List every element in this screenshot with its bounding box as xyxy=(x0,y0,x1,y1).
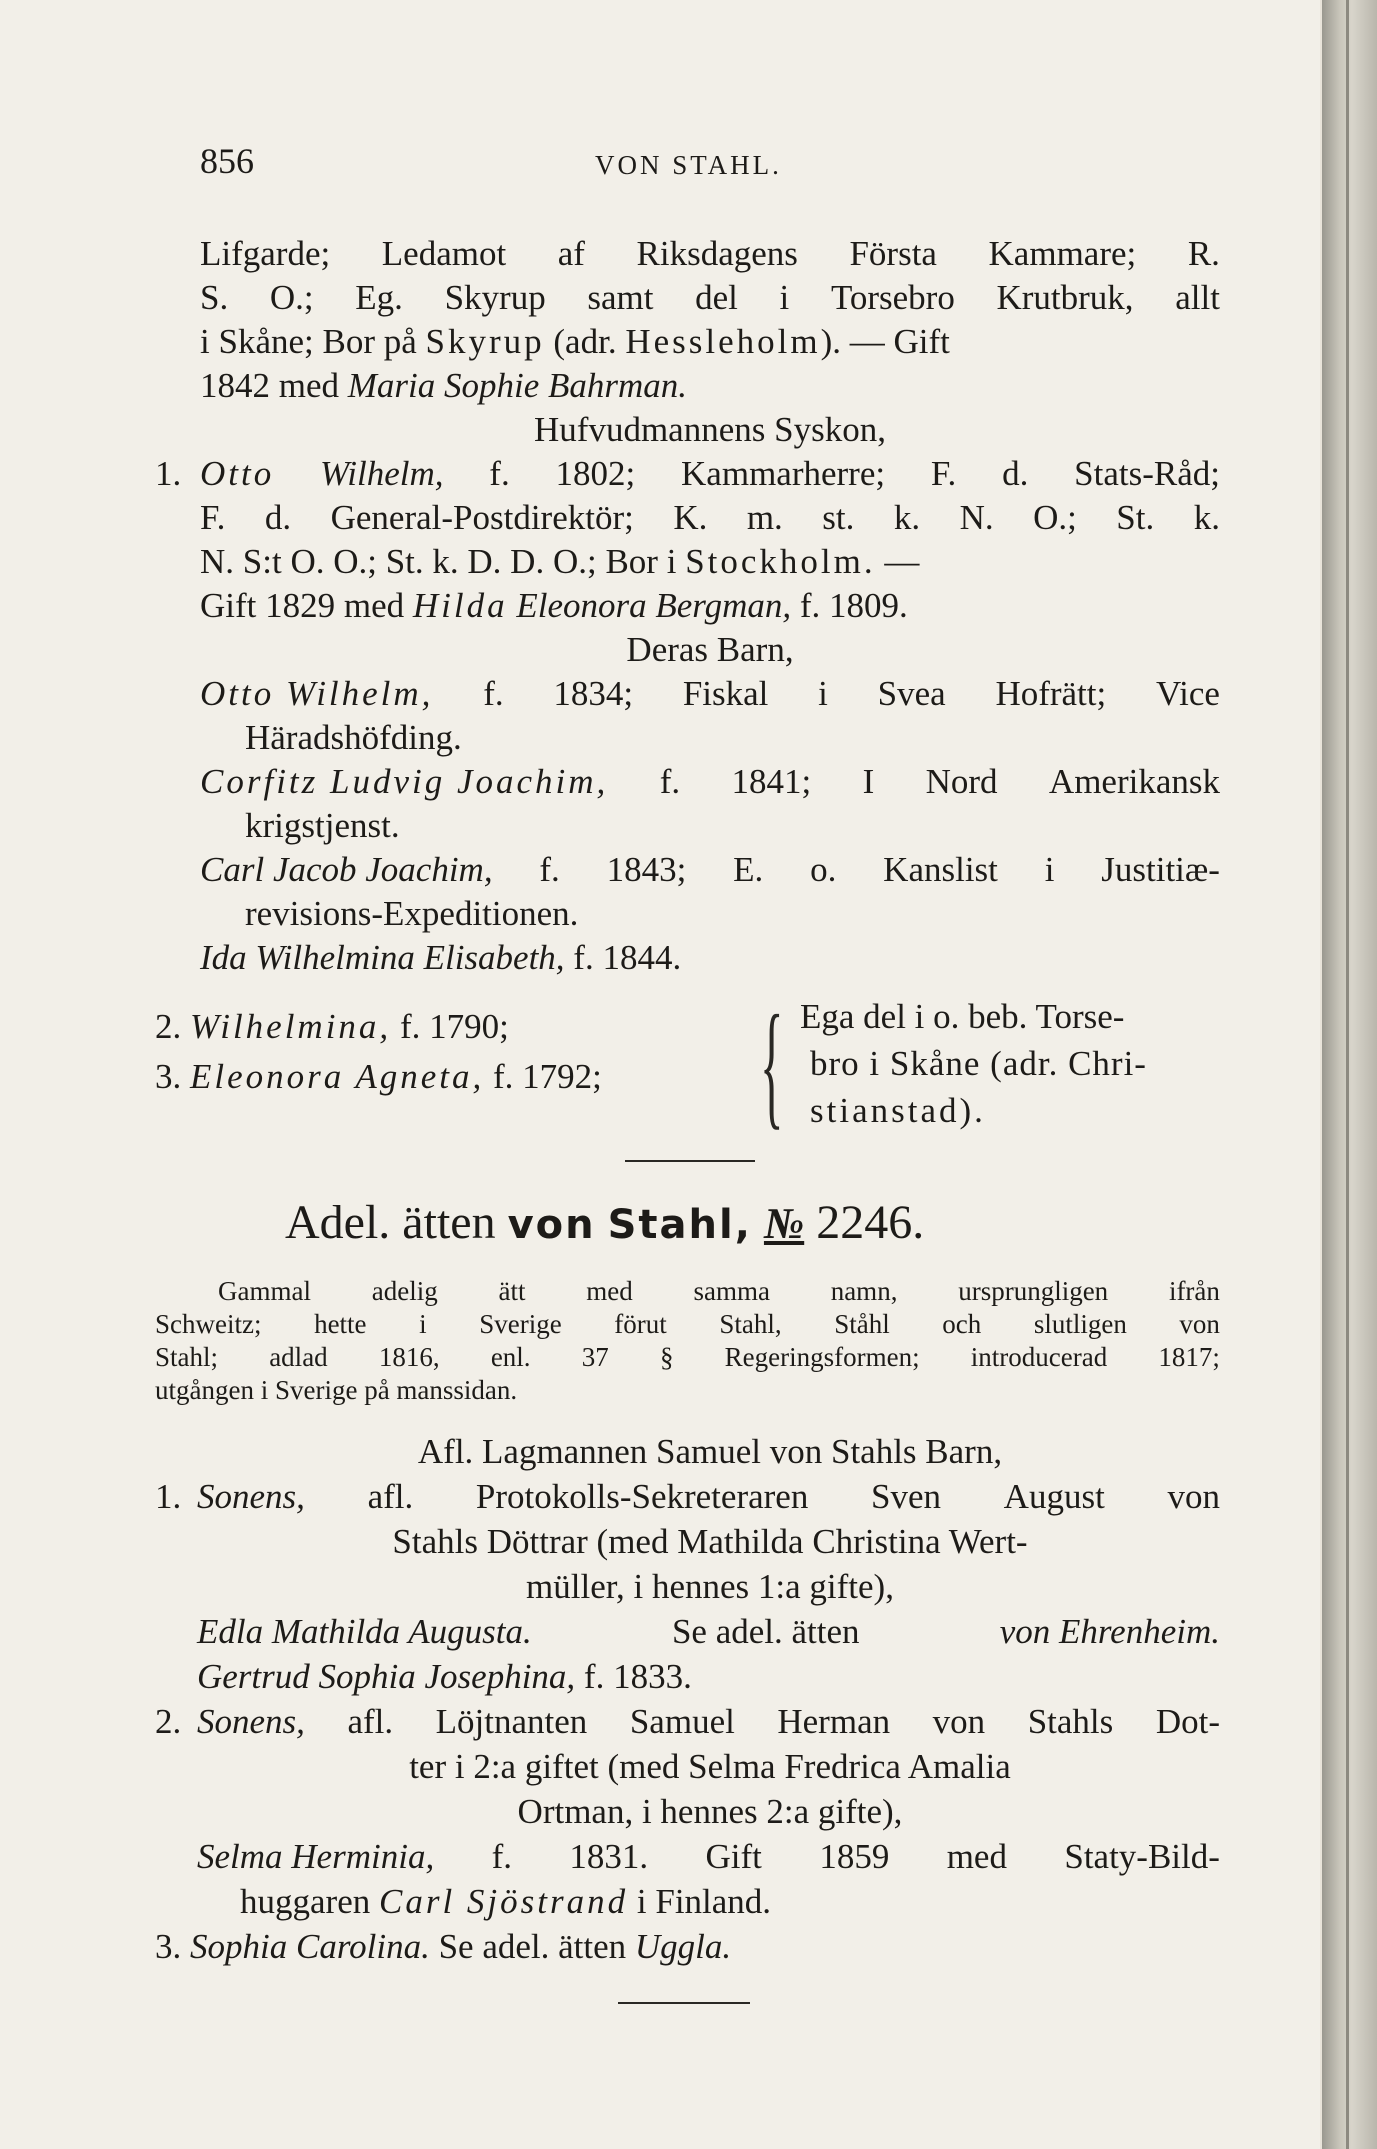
s2-line: 2. Wilhelmina, f. 1790; xyxy=(155,1007,509,1046)
s1-line4: Gift 1829 med Hilda Eleonora Bergman, f. 1809. xyxy=(200,586,908,625)
b1-line2: Stahls Döttrar (med Mathilda Christina Wert- xyxy=(392,1522,1028,1561)
b2-daughter-line2: huggaren Carl Sjöstrand i Finland. xyxy=(240,1882,772,1921)
child-4-line1: Ida Wilhelmina Elisabeth, f. 1844. xyxy=(200,938,682,977)
brace-text-line3: stianstad). xyxy=(810,1091,986,1130)
brace-text-line2: bro i Skåne (adr. Chri- xyxy=(810,1044,1147,1083)
b1-num: 1. xyxy=(155,1477,182,1516)
b3-line: 3. Sophia Carolina. Se adel. ätten Uggla. xyxy=(155,1927,732,1966)
s1-num: 1. xyxy=(155,454,182,493)
s3-line: 3. Eleonora Agneta, f. 1792; xyxy=(155,1057,602,1096)
intro-line2: Schweitz; hette i Sverige förut Stahl, Ståhl och slutligen von xyxy=(155,1309,1220,1339)
b2-daughter-line1: Selma Herminia, f. 1831. Gift 1859 med Staty-Bild- xyxy=(197,1837,1220,1876)
b2-line2: ter i 2:a giftet (med Selma Fredrica Amalia xyxy=(409,1747,1011,1786)
brace-glyph: { xyxy=(760,987,784,1142)
block1-line2: S. O.; Eg. Skyrup samt del i Torsebro Krutbruk, allt xyxy=(200,278,1220,317)
child-2-line2: krigstjenst. xyxy=(245,806,400,845)
child-1-line2: Häradshöfding. xyxy=(245,718,462,757)
block1-line1: Lifgarde; Ledamot af Riksdagens Första Kammare; R. xyxy=(200,234,1220,273)
end-rule xyxy=(618,2002,750,2004)
s1-line1: Otto Wilhelm, f. 1802; Kammarherre; F. d. Stats-Råd; xyxy=(200,454,1220,493)
b1-line1: Sonens, afl. Protokolls-Sekreteraren Sven August von xyxy=(197,1477,1220,1516)
b1-daughter2: Gertrud Sophia Josephina, f. 1833. xyxy=(197,1657,692,1696)
child-3-line1: Carl Jacob Joachim, f. 1843; E. o. Kanslist i Justitiæ- xyxy=(200,850,1220,889)
child-2-line1: Corfitz Ludvig Joachim, f. 1841; I Nord Amerikansk xyxy=(200,762,1220,801)
section-heading: Adel. ätten von Stahl, № 2246. xyxy=(285,1196,925,1249)
brace-text-line1: Ega del i o. beb. Torse- xyxy=(800,997,1125,1036)
s1-line3: N. S:t O. O.; St. k. D. D. O.; Bor i Stockholm. — xyxy=(200,542,920,581)
page-edge-line xyxy=(1346,0,1349,2149)
page-header xyxy=(200,140,1230,190)
b2-line1: Sonens, afl. Löjtnanten Samuel Herman von Stahls Dot- xyxy=(197,1702,1220,1741)
branch-heading: Afl. Lagmannen Samuel von Stahls Barn, xyxy=(417,1432,1003,1471)
page-number: 856 xyxy=(200,141,254,181)
b2-line3: Ortman, i hennes 2:a gifte), xyxy=(517,1792,903,1831)
children-heading: Deras Barn, xyxy=(626,630,794,669)
s1-line2: F. d. General-Postdirektör; K. m. st. k. N. O.; St. k. xyxy=(200,498,1220,537)
running-head: VON STAHL. xyxy=(595,150,782,180)
page-edge xyxy=(1322,0,1377,2149)
intro-line1: Gammal adelig ätt med samma namn, ursprungligen ifrån xyxy=(218,1276,1220,1306)
b1-line3: müller, i hennes 1:a gifte), xyxy=(526,1567,894,1606)
block1-line3: i Skåne; Bor på Skyrup (adr. Hessleholm). — Gift xyxy=(200,322,950,361)
intro-line4: utgången i Sverige på manssidan. xyxy=(155,1375,518,1405)
b1-daughter1: Edla Mathilda Augusta. Se adel. ätten von Ehrenheim. xyxy=(197,1610,1220,1654)
b1-d1-name: Edla Mathilda Augusta. xyxy=(197,1612,532,1651)
siblings-heading: Hufvudmannens Syskon, xyxy=(534,410,886,449)
section-rule xyxy=(625,1160,755,1162)
intro-line3: Stahl; adlad 1816, enl. 37 § Regeringsformen; introducerad 1817; xyxy=(155,1342,1220,1372)
block1-line4: 1842 med Maria Sophie Bahrman. xyxy=(200,366,688,405)
b2-num: 2. xyxy=(155,1702,182,1741)
child-3-line2: revisions-Expeditionen. xyxy=(245,894,579,933)
child-1-line1: Otto Wilhelm, f. 1834; Fiskal i Svea Hofrätt; Vice xyxy=(200,674,1220,713)
